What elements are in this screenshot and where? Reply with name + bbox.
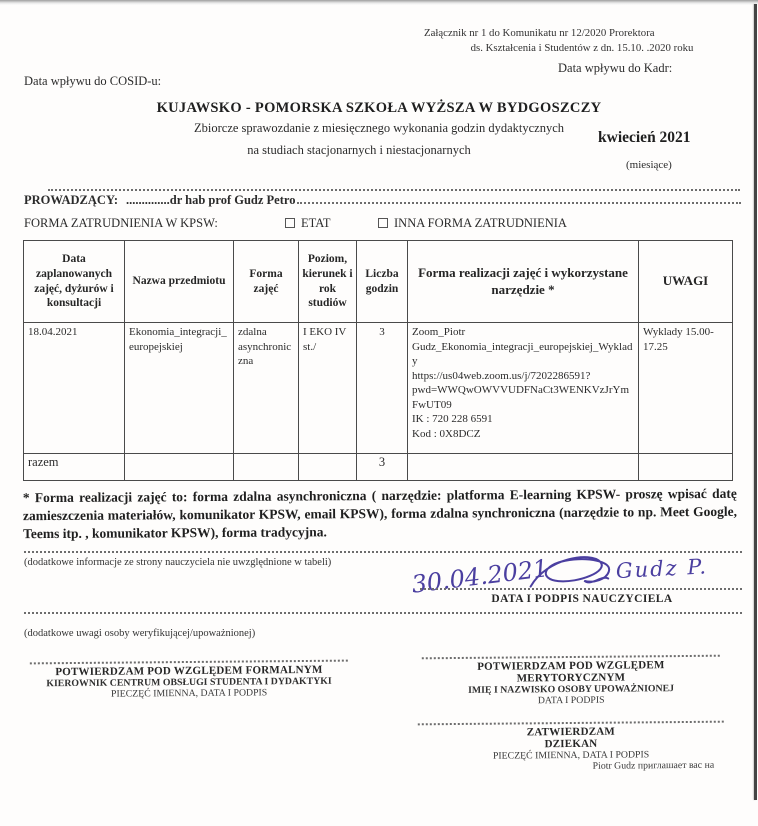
signature-caption: DATA I PODPIS NAUCZYCIELA xyxy=(491,593,673,605)
header-cell-form: Forma zajęć xyxy=(234,241,299,323)
confirm-merit-stamp-note: DATA I PODPIS xyxy=(537,694,605,707)
total-empty-4 xyxy=(408,454,639,481)
checkbox-other-icon xyxy=(378,218,388,228)
dotted-line-signature xyxy=(420,588,742,590)
table-data-row xyxy=(24,323,733,454)
cell-date: 18.04.2021 xyxy=(24,323,125,454)
realization-meeting-id: IK : 720 228 6591 xyxy=(412,413,493,426)
employment-option-etat xyxy=(285,216,331,231)
lecturer-dotted-fill xyxy=(297,202,741,204)
teaching-hours-table xyxy=(23,240,733,481)
dotted-line-verifier-note xyxy=(24,612,742,614)
confirm-formal-title: POTWIERDZAM POD WZGLĘDEM FORMALNYM xyxy=(55,663,323,679)
employment-option-etat-label: ETAT xyxy=(301,216,331,230)
table-header-row xyxy=(24,241,733,323)
cell-remarks: Wyklady 15.00-17.25 xyxy=(639,323,733,454)
cell-hours: 3 xyxy=(357,323,408,454)
cell-form: zdalna asynchroniczna xyxy=(234,323,299,454)
approve-title: ZATWIERDZAM xyxy=(526,725,615,739)
confirm-merit-role: IMIĘ I NAZWISKO OSOBY UPOWAŻNIONEJ xyxy=(468,683,675,696)
attachment-line-2: ds. Kształcenia i Studentów z dn. 15.10. .2020 roku xyxy=(470,41,694,54)
confirm-merit-title: POTWIERDZAM POD WZGLĘDEM MERYTORYCZNYM xyxy=(477,659,665,685)
teacher-note-label: (dodatkowe informacje ze strony nauczyciela nie uwzględnione w tabeli) xyxy=(24,557,332,568)
lecturer-label: PROWADZĄCY: xyxy=(24,193,118,207)
lecturer-line xyxy=(24,193,741,208)
confirm-formal-block xyxy=(30,660,348,701)
cell-subject: Ekonomia_integracji_europejskiej xyxy=(125,323,234,454)
employment-label: FORMA ZATRUDNIENIA W KPSW: xyxy=(24,216,218,230)
header-cell-subject: Nazwa przedmiotu xyxy=(125,241,234,323)
date-received-cosid-label: Data wpływu do COSID-u: xyxy=(24,74,162,88)
employment-option-other-label: INNA FORMA ZATRUDNIENIA xyxy=(394,216,567,230)
attachment-note xyxy=(424,26,740,55)
cell-level: I EKO IV st./ xyxy=(299,323,357,454)
lecturer-name-value: ..............dr hab prof Gudz Petro xyxy=(126,193,296,207)
approve-block xyxy=(418,721,724,774)
document-title: KUJAWSKO - POMORSKA SZKOŁA WYŻSZA W BYDGOSZCZY xyxy=(156,100,602,116)
checkbox-etat-icon xyxy=(285,218,295,228)
report-month-value: kwiecień 2021 xyxy=(598,129,691,146)
employment-form-line xyxy=(24,216,741,231)
table-total-row xyxy=(24,454,733,481)
date-received-kadr-label: Data wpływu do Kadr: xyxy=(558,61,673,75)
cell-realization xyxy=(408,323,639,454)
total-hours-cell: 3 xyxy=(357,454,408,481)
confirm-formal-stamp-note: PIECZĘĆ IMIENNA, DATA I PODPIS xyxy=(110,687,268,700)
approve-role: DZIEKAN xyxy=(544,737,598,751)
verifier-note-label: (dodatkowe uwagi osoby weryfikującej/upoważnionej) xyxy=(24,628,256,639)
approve-extra-text: Piotr Gudz приглашает вас на xyxy=(592,759,715,772)
signature-date-text: 30.04.2021 xyxy=(410,554,550,599)
total-empty-1 xyxy=(125,454,234,481)
realization-session-name: Zoom_Piotr Gudz_Ekonomia_integracji_europejskiej_Wyklady xyxy=(412,326,633,368)
signature-name-text: Gudz P. xyxy=(615,554,709,584)
total-empty-2 xyxy=(234,454,299,481)
document-subtitle: Zbiorcze sprawozdanie z miesięcznego wykonania godzin dydaktycznych xyxy=(194,121,564,135)
attachment-line-1: Załącznik nr 1 do Komunikatu nr 12/2020 Prorektora xyxy=(424,27,655,39)
total-empty-5 xyxy=(639,454,733,481)
employment-option-other xyxy=(378,216,567,231)
header-cell-hours: Liczba godzin xyxy=(357,241,408,323)
confirm-merit-block xyxy=(422,655,720,708)
realization-footnote: * Forma realizacji zajęć to: forma zdalna asynchroniczna ( narzędzie: platforma E-learning KPSW- proszę wpisać datę zamieszczenia materiałów, komunikator KPSW, email KPSW), forma zdalna synchroniczna (narzędzie to np. Meet Google, Teems itp. , komunikator KPSW), forma tradycyjna. xyxy=(22,485,738,541)
realization-meeting-code: Kod : 0X8DCZ xyxy=(412,427,481,440)
header-cell-level: Poziom, kierunek i rok studiów xyxy=(299,241,357,323)
total-empty-3 xyxy=(299,454,357,481)
scan-edge-top xyxy=(0,0,758,5)
realization-zoom-link: https://us04web.zoom.us/j/7202286591?pwd=WWQwOWVVUDFNaCt3WENKVzJrYmFwUT09 xyxy=(412,369,629,411)
header-cell-realization: Forma realizacji zajęć i wykorzystane narzędzie * xyxy=(408,241,639,323)
confirm-formal-role: KIEROWNIK CENTRUM OBSŁUGI STUDENTA I DYDAKTYKI xyxy=(46,675,332,690)
dotted-line-above-lecturer xyxy=(48,189,740,191)
report-month-label: (miesiące) xyxy=(626,159,672,171)
document-subtitle-2: na studiach stacjonarnych i niestacjonarnych xyxy=(247,143,471,157)
total-label-cell: razem xyxy=(24,454,125,481)
approve-stamp-note: PIECZĘĆ IMIENNA, DATA I PODPIS xyxy=(492,749,650,762)
header-cell-date: Data zaplanowanych zajęć, dyżurów i konsultacji xyxy=(24,241,125,323)
header-cell-remarks: UWAGI xyxy=(639,241,733,323)
